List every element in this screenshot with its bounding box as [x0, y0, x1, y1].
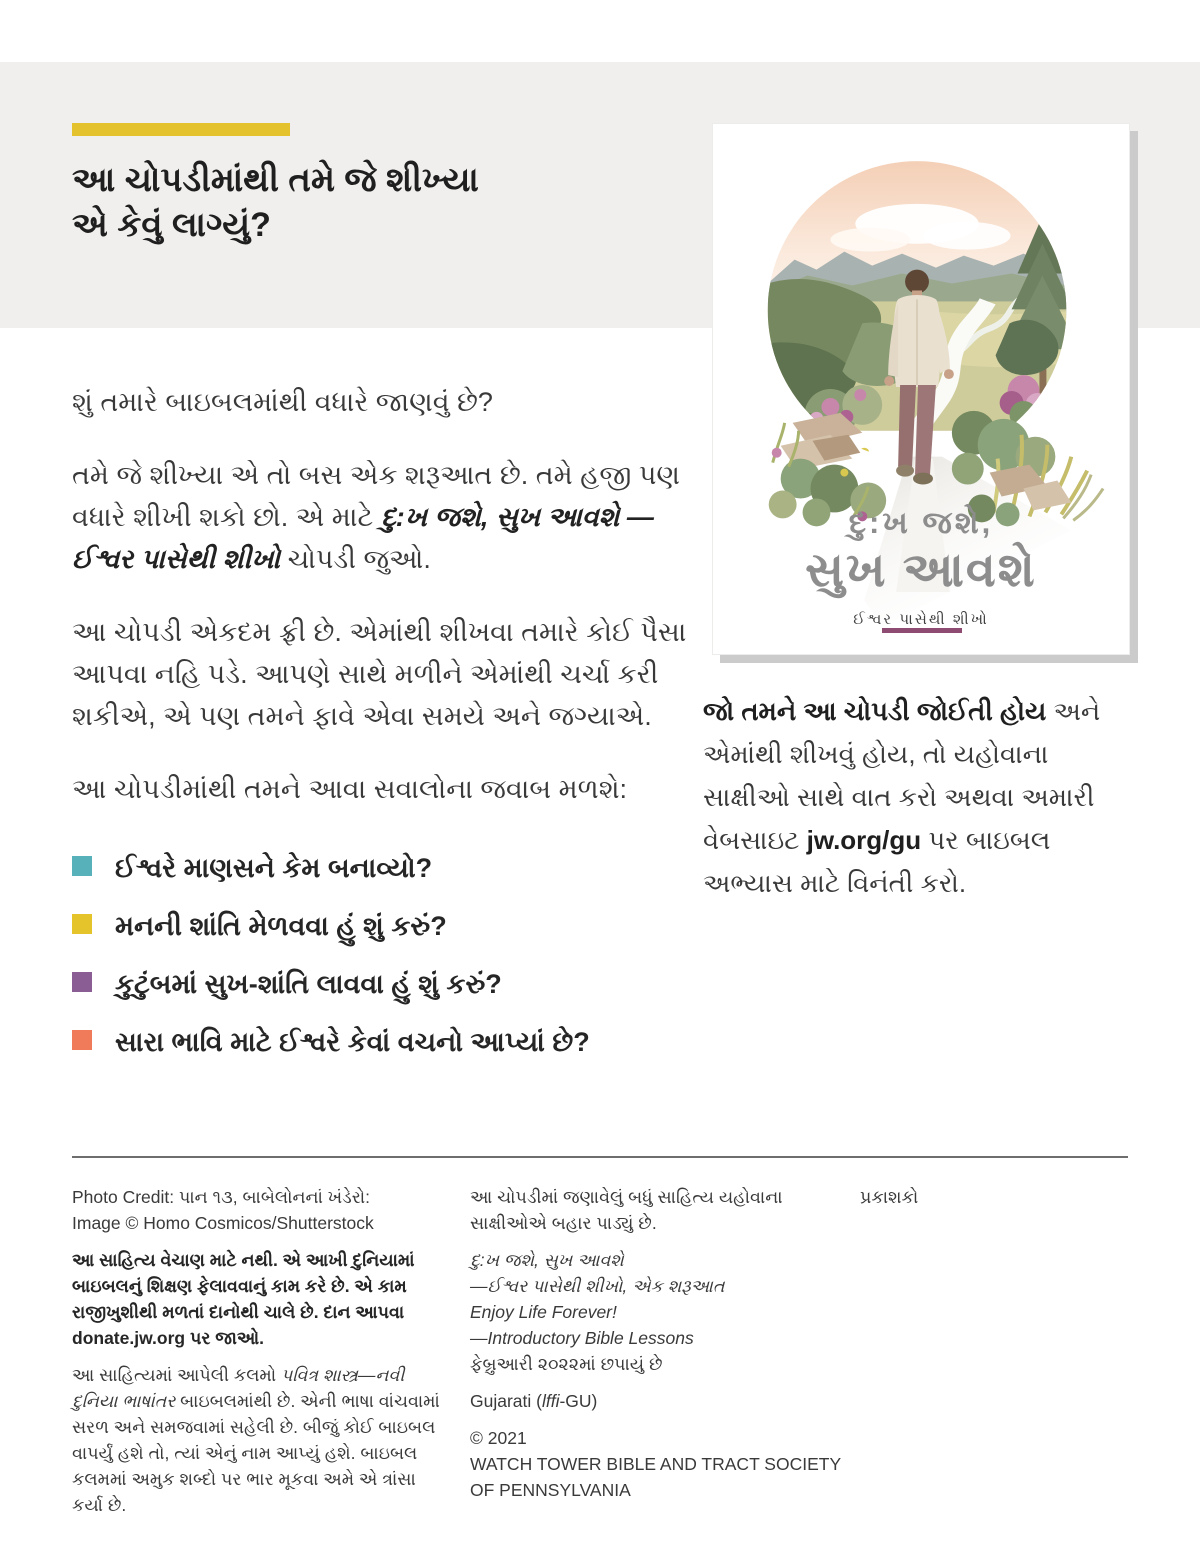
book-cover [712, 123, 1130, 655]
paragraph-learn-more [72, 454, 704, 580]
cover-subtitle: ઈશ્વર પાસેથી શીખો [853, 611, 989, 628]
donation-notice: આ સાહિત્ય વેચાણ માટે નથી. એ આખી દુનિયામાં બાઇબલનું શિક્ષણ ફેલાવવાનું કામ કરે છે. એ કામ રાજીખુશીથી મળતાં દાનોથી ચાલે છે. દાન આપવા donate.jw.org પર જાઓ. [72, 1250, 415, 1348]
list-item [72, 849, 722, 888]
photo-credit-line2: Image © Homo Cosmicos/Shutterstock [72, 1213, 374, 1233]
accent-bar [72, 123, 290, 136]
bullet-square-teal [72, 856, 92, 876]
footer-column-publishers [860, 1184, 1110, 1221]
paragraph-answers-intro: આ ચોપડીમાંથી તમને આવા સવાલોના જવાબ મળશે: [72, 774, 628, 804]
copyright-org-line2: OF PENNSYLVANIA [470, 1480, 631, 1500]
request-note [703, 690, 1135, 905]
publication-title-gu-2: —ઈશ્વર પાસેથી શીખો, એક શરૂઆત [470, 1276, 725, 1296]
publication-symbol: lffi [541, 1391, 560, 1411]
language-code [470, 1388, 855, 1414]
footer-column-credits [72, 1184, 447, 1529]
bible-translation-note [72, 1362, 447, 1518]
copyright-org-line1: WATCH TOWER BIBLE AND TRACT SOCIETY [470, 1454, 842, 1474]
cover-title-line1: દુ:ખ જશે, [848, 505, 994, 540]
bullet-square-orange [72, 1030, 92, 1050]
paragraph-question: શું તમારે બાઇબલમાંથી વધારે જાણવું છે? [72, 387, 493, 417]
cover-accent-bar [882, 628, 962, 633]
page-title [72, 158, 672, 248]
photo-credit-line1: Photo Credit: પાન ૧૩, બાબેલોનનાં ખંડેરો: [72, 1187, 370, 1207]
bible-edition-title: પવિત્ર શાસ્ત્ર—નવી દુનિયા ભાષાંતર [72, 1365, 405, 1411]
page-title-line1: આ ચોપડીમાંથી તમે જે શીખ્યા [72, 161, 479, 199]
page-title-line2: એ કેવું લાગ્યું? [72, 206, 271, 244]
language-code-start: Gujarati ( [470, 1391, 542, 1411]
question-list [72, 849, 722, 1081]
request-note-mid: અને એમાંથી શીખવું હોય, તો યહોવાના સાક્ષીઓ સાથે વાત કરો અથવા અમારી વેબસાઇટ [703, 696, 1101, 855]
list-item [72, 1023, 722, 1062]
book-title-reference: દુ:ખ જશે, સુખ આવશે —ઈશ્વર પાસેથી શીખો [72, 502, 654, 574]
paragraph-learn-more-end: ચોપડી જુઓ. [280, 544, 431, 574]
photo-credit [72, 1184, 447, 1236]
print-date: ફેબ્રુઆરી ૨૦૨૨માં છપાયું છે [470, 1354, 663, 1374]
publication-titles [470, 1247, 855, 1377]
question-text: મનની શાંતિ મેળવવા હું શું કરું? [115, 911, 447, 941]
request-note-end: પર બાઇબલ અભ્યાસ માટે વિનંતી કરો. [703, 825, 1051, 898]
bible-note-start: આ સાહિત્યમાં આપેલી કલમો [72, 1365, 282, 1385]
bullet-square-purple [72, 972, 92, 992]
list-item [72, 907, 722, 946]
bullet-square-yellow [72, 914, 92, 934]
language-code-end: -GU) [559, 1391, 598, 1411]
paragraph-learn-more-start: તમે જે શીખ્યા એ તો બસ એક શરૂઆત છે. તમે હજી પણ વધારે શીખી શકો છો. એ માટે [72, 460, 680, 532]
published-by-note: આ ચોપડીમાં જણાવેલું બધું સાહિત્ય યહોવાના સાક્ષીઓએ બહાર પાડ્યું છે. [470, 1187, 783, 1233]
footer-divider [72, 1156, 1128, 1158]
question-text: સારા ભાવિ માટે ઈશ્વરે કેવાં વચનો આપ્યાં છે? [115, 1027, 590, 1057]
request-note-lead: જો તમને આ ચોપડી જોઈતી હોય [703, 696, 1047, 726]
copyright-year: © 2021 [470, 1428, 527, 1448]
publication-title-gu-1: દુ:ખ જશે, સુખ આવશે [470, 1250, 624, 1270]
publication-title-en-2: —Introductory Bible Lessons [470, 1328, 694, 1348]
cover-title-line2: સુખ આવશે [805, 544, 1037, 597]
publishers-label: પ્રકાશકો [860, 1187, 919, 1207]
question-text: કુટુંબમાં સુખ-શાંતિ લાવવા હું શું કરું? [115, 969, 502, 999]
publication-title-en-1: Enjoy Life Forever! [470, 1302, 617, 1322]
copyright-block [470, 1425, 855, 1503]
body-text-column [72, 381, 704, 841]
paragraph-free: આ ચોપડી એકદમ ફ્રી છે. એમાંથી શીખવા તમારે કોઈ પૈસા આપવા નહિ પડે. આપણે સાથે મળીને એમાંથી ચર્ચા કરી શકીએ, એ પણ તમને ફાવે એવા સમયે અને જગ્યાએ. [72, 617, 687, 731]
question-text: ઈશ્વરે માણસને કેમ બનાવ્યો? [115, 853, 433, 883]
list-item [72, 965, 722, 1004]
website-url: jw.org/gu [806, 825, 922, 855]
bible-note-end: બાઇબલમાંથી છે. એની ભાષા વાંચવામાં સરળ અને સમજવામાં સહેલી છે. બીજું કોઈ બાઇબલ વાપર્યું હશે તો, ત્યાં એનું નામ આપ્યું હશે. બાઇબલ કલમમાં અમુક શબ્દો પર ભાર મૂકવા અમે એ ત્રાંસા કર્યા છે. [72, 1391, 440, 1515]
footer-column-publication [470, 1184, 855, 1514]
